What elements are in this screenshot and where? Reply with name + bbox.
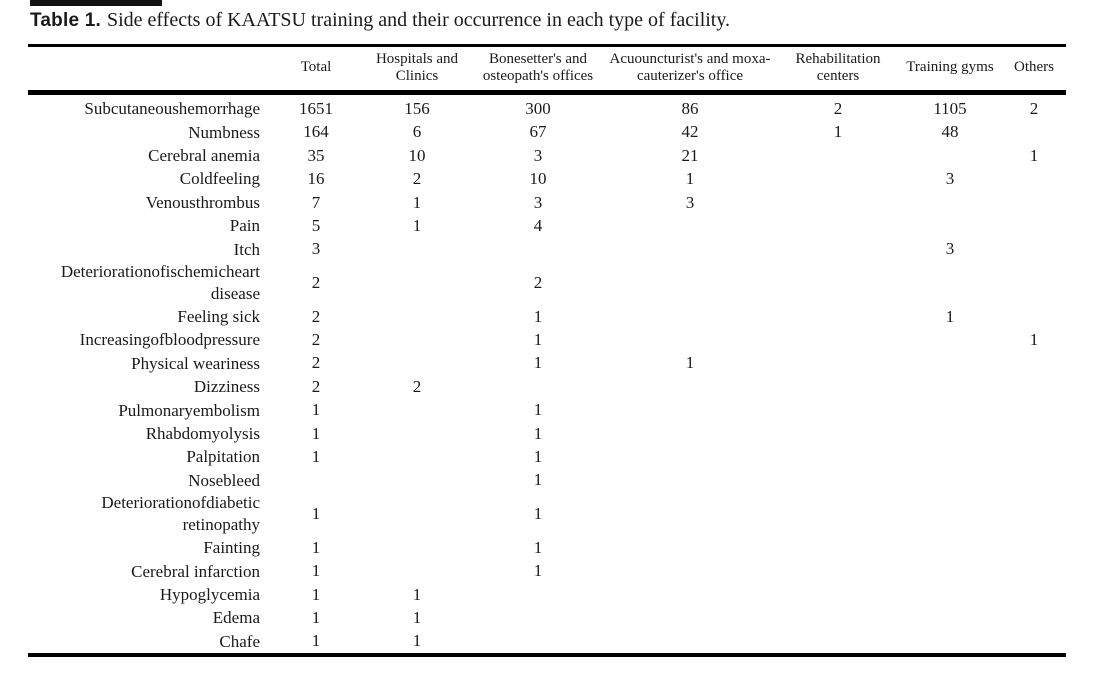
cell-bonesetters-and-osteopaths-offices: 1: [533, 306, 543, 326]
cell-bonesetters-and-osteopaths-offices: 4: [533, 215, 543, 235]
cell-training-gyms: 48: [941, 122, 959, 142]
cell-others: [1002, 536, 1066, 559]
cell-others: [1002, 492, 1066, 536]
cell-acuouncturists-and-moxa-cauterizers-office: [602, 536, 778, 559]
row-label: Fainting: [203, 538, 260, 558]
table-header: [28, 46, 1066, 93]
cell-bonesetters-and-osteopaths-offices: 1: [533, 447, 543, 467]
cell-acuouncturists-and-moxa-cauterizers-office: 3: [685, 192, 695, 212]
cell-others: [1002, 238, 1066, 261]
cell-acuouncturists-and-moxa-cauterizers-office: [602, 469, 778, 492]
table-row: [28, 583, 1066, 606]
cell-hospitals-and-clinics: [360, 305, 474, 328]
cell-training-gyms: [898, 215, 1002, 238]
cell-total: 164: [303, 122, 329, 142]
cell-others: [1002, 376, 1066, 399]
cell-training-gyms: [898, 399, 1002, 422]
cell-hospitals-and-clinics: [360, 352, 474, 375]
cell-total: 5: [311, 215, 321, 235]
table-row: [28, 168, 1066, 191]
row-label: Rhabdomyolysis: [145, 423, 260, 443]
table-row: [28, 630, 1066, 655]
cell-bonesetters-and-osteopaths-offices: 1: [533, 400, 543, 420]
cell-others: [1002, 352, 1066, 375]
column-header-rehabilitation-centers: Rehabilitation centers: [778, 46, 898, 93]
cell-rehabilitation-centers: [778, 376, 898, 399]
cell-rehabilitation-centers: [778, 583, 898, 606]
table-row: [28, 422, 1066, 445]
cell-others: [1002, 446, 1066, 469]
cell-others: 1: [1029, 145, 1039, 165]
cell-hospitals-and-clinics: [360, 238, 474, 261]
cell-others: [1002, 305, 1066, 328]
cell-acuouncturists-and-moxa-cauterizers-office: [602, 261, 778, 305]
table-row: [28, 376, 1066, 399]
cell-acuouncturists-and-moxa-cauterizers-office: [602, 215, 778, 238]
cell-rehabilitation-centers: [778, 536, 898, 559]
cell-training-gyms: 3: [945, 169, 955, 189]
table-row: [28, 469, 1066, 492]
cell-total: 2: [311, 376, 321, 396]
cell-acuouncturists-and-moxa-cauterizers-office: [602, 329, 778, 352]
cell-acuouncturists-and-moxa-cauterizers-office: 42: [681, 122, 699, 142]
cell-training-gyms: [898, 191, 1002, 214]
cell-rehabilitation-centers: [778, 399, 898, 422]
cell-training-gyms: 1: [945, 306, 955, 326]
cell-others: 1: [1029, 330, 1039, 350]
cell-bonesetters-and-osteopaths-offices: 1: [533, 353, 543, 373]
cell-training-gyms: 3: [945, 239, 955, 259]
cell-bonesetters-and-osteopaths-offices: 1: [533, 537, 543, 557]
cell-rehabilitation-centers: [778, 446, 898, 469]
row-label: Cerebral infarction: [131, 561, 260, 581]
cell-training-gyms: [898, 422, 1002, 445]
cell-bonesetters-and-osteopaths-offices: 67: [529, 122, 547, 142]
row-label: Itch: [233, 239, 260, 259]
cell-total: 7: [311, 192, 321, 212]
table-row: [28, 536, 1066, 559]
column-header-acuouncturists-and-moxa-cauterizers-office: Acuouncturist's and moxa-cauterizer's office: [602, 46, 778, 93]
cell-others: [1002, 261, 1066, 305]
cell-bonesetters-and-osteopaths-offices: [474, 238, 602, 261]
cell-acuouncturists-and-moxa-cauterizers-office: 21: [681, 145, 699, 165]
row-label: Deteriorationofdiabetic retinopathy: [101, 493, 260, 535]
cell-hospitals-and-clinics: 2: [412, 376, 422, 396]
cell-bonesetters-and-osteopaths-offices: 1: [533, 470, 543, 490]
cell-total: 1: [311, 607, 321, 627]
table-row: [28, 121, 1066, 144]
cell-rehabilitation-centers: [778, 352, 898, 375]
cell-others: [1002, 121, 1066, 144]
cell-hospitals-and-clinics: [360, 469, 474, 492]
cell-total: 1: [311, 631, 321, 651]
cell-rehabilitation-centers: [778, 238, 898, 261]
cell-hospitals-and-clinics: 156: [404, 98, 430, 118]
cell-total: 2: [311, 353, 321, 373]
cell-total: 3: [311, 239, 321, 259]
table-body: [28, 92, 1066, 655]
row-label: Dizziness: [193, 377, 260, 397]
table-row: [28, 492, 1066, 536]
cell-bonesetters-and-osteopaths-offices: [474, 583, 602, 606]
cell-bonesetters-and-osteopaths-offices: [474, 607, 602, 630]
cell-rehabilitation-centers: [778, 492, 898, 536]
table-row: [28, 144, 1066, 167]
table-row: [28, 191, 1066, 214]
cell-total: 1651: [299, 98, 333, 118]
cell-others: [1002, 422, 1066, 445]
cell-rehabilitation-centers: [778, 168, 898, 191]
cell-total: 2: [311, 306, 321, 326]
cell-others: [1002, 560, 1066, 583]
cell-hospitals-and-clinics: [360, 560, 474, 583]
cell-bonesetters-and-osteopaths-offices: [474, 376, 602, 399]
table-row: [28, 352, 1066, 375]
cell-acuouncturists-and-moxa-cauterizers-office: [602, 560, 778, 583]
cell-hospitals-and-clinics: 1: [412, 584, 422, 604]
cell-others: [1002, 168, 1066, 191]
row-label: Nosebleed: [188, 470, 260, 490]
table-row: [28, 560, 1066, 583]
table-row: [28, 261, 1066, 305]
cell-hospitals-and-clinics: 10: [408, 145, 426, 165]
cell-bonesetters-and-osteopaths-offices: 3: [533, 145, 543, 165]
cell-hospitals-and-clinics: [360, 492, 474, 536]
cell-total: 2: [311, 330, 321, 350]
row-label: Edema: [212, 608, 260, 628]
column-header-side-effect: [28, 46, 272, 93]
cell-training-gyms: [898, 261, 1002, 305]
cell-hospitals-and-clinics: 1: [412, 607, 422, 627]
cell-total: 1: [311, 561, 321, 581]
cell-bonesetters-and-osteopaths-offices: [474, 630, 602, 655]
cell-training-gyms: [898, 352, 1002, 375]
table-caption-text: Side effects of KAATSU training and their occurrence in each type of facility.: [106, 9, 731, 31]
cell-rehabilitation-centers: [778, 191, 898, 214]
cell-acuouncturists-and-moxa-cauterizers-office: [602, 607, 778, 630]
cell-acuouncturists-and-moxa-cauterizers-office: [602, 630, 778, 655]
cell-hospitals-and-clinics: [360, 329, 474, 352]
cell-acuouncturists-and-moxa-cauterizers-office: [602, 376, 778, 399]
cell-hospitals-and-clinics: 1: [412, 215, 422, 235]
cell-rehabilitation-centers: [778, 329, 898, 352]
row-label: Hypoglycemia: [159, 584, 260, 604]
cell-rehabilitation-centers: [778, 144, 898, 167]
column-header-hospitals-and-clinics: Hospitals and Clinics: [360, 46, 474, 93]
cell-rehabilitation-centers: 1: [833, 122, 843, 142]
cell-rehabilitation-centers: [778, 215, 898, 238]
table-caption-number: Table 1.: [30, 10, 101, 31]
cell-bonesetters-and-osteopaths-offices: 1: [533, 504, 543, 524]
table-row: [28, 215, 1066, 238]
cell-total: [272, 469, 360, 492]
cell-others: [1002, 399, 1066, 422]
cell-bonesetters-and-osteopaths-offices: 300: [525, 98, 551, 118]
table-row: [28, 305, 1066, 328]
row-label: Pain: [229, 216, 260, 236]
row-label: Subcutaneoushemorrhage: [84, 99, 260, 119]
cell-hospitals-and-clinics: [360, 399, 474, 422]
cell-others: [1002, 607, 1066, 630]
cell-total: 16: [307, 169, 325, 189]
cell-rehabilitation-centers: [778, 422, 898, 445]
cell-training-gyms: [898, 583, 1002, 606]
cell-total: 1: [311, 423, 321, 443]
cell-others: [1002, 469, 1066, 492]
cell-total: 1: [311, 400, 321, 420]
cell-acuouncturists-and-moxa-cauterizers-office: [602, 583, 778, 606]
cell-acuouncturists-and-moxa-cauterizers-office: [602, 305, 778, 328]
cell-training-gyms: 1105: [933, 98, 967, 118]
cell-others: [1002, 191, 1066, 214]
table-row: [28, 92, 1066, 121]
column-header-bonesetters-and-osteopaths-offices: Bonesetter's and osteopath's offices: [474, 46, 602, 93]
cell-training-gyms: [898, 446, 1002, 469]
row-label: Feeling sick: [177, 307, 260, 327]
column-header-total: Total: [272, 46, 360, 93]
row-label: Physical weariness: [131, 353, 260, 373]
cell-acuouncturists-and-moxa-cauterizers-office: [602, 446, 778, 469]
cell-rehabilitation-centers: 2: [833, 98, 843, 118]
column-header-others: Others: [1002, 46, 1066, 93]
cell-rehabilitation-centers: [778, 305, 898, 328]
row-label: Palpitation: [186, 447, 260, 467]
cell-training-gyms: [898, 607, 1002, 630]
cell-total: 35: [307, 145, 325, 165]
cell-hospitals-and-clinics: [360, 422, 474, 445]
cell-acuouncturists-and-moxa-cauterizers-office: [602, 399, 778, 422]
cell-total: 1: [311, 504, 321, 524]
cropped-rule-remnant: [30, 0, 162, 6]
cell-acuouncturists-and-moxa-cauterizers-office: 86: [681, 98, 699, 118]
cell-hospitals-and-clinics: [360, 261, 474, 305]
cell-bonesetters-and-osteopaths-offices: 1: [533, 423, 543, 443]
cell-bonesetters-and-osteopaths-offices: 10: [529, 169, 547, 189]
table-row: [28, 238, 1066, 261]
cell-hospitals-and-clinics: [360, 446, 474, 469]
table-row: [28, 607, 1066, 630]
cell-training-gyms: [898, 560, 1002, 583]
cell-others: 2: [1029, 98, 1039, 118]
table-row: [28, 399, 1066, 422]
cell-others: [1002, 630, 1066, 655]
row-label: Increasingofbloodpressure: [79, 330, 260, 350]
cell-hospitals-and-clinics: 6: [412, 122, 422, 142]
row-label: Venousthrombus: [145, 192, 260, 212]
row-label: Coldfeeling: [179, 169, 260, 189]
cell-training-gyms: [898, 329, 1002, 352]
cell-acuouncturists-and-moxa-cauterizers-office: [602, 492, 778, 536]
cell-total: 1: [311, 584, 321, 604]
cell-acuouncturists-and-moxa-cauterizers-office: [602, 238, 778, 261]
column-header-training-gyms: Training gyms: [898, 46, 1002, 93]
row-label: Deteriorationofischemicheart disease: [60, 262, 260, 304]
cell-others: [1002, 583, 1066, 606]
cell-training-gyms: [898, 536, 1002, 559]
cell-total: 1: [311, 447, 321, 467]
cell-rehabilitation-centers: [778, 630, 898, 655]
cell-rehabilitation-centers: [778, 261, 898, 305]
cell-rehabilitation-centers: [778, 469, 898, 492]
cell-others: [1002, 215, 1066, 238]
row-label: Chafe: [219, 631, 260, 651]
row-label: Cerebral anemia: [148, 146, 260, 166]
cell-hospitals-and-clinics: 2: [412, 169, 422, 189]
cell-total: 1: [311, 537, 321, 557]
header-row: [28, 46, 1066, 93]
table-row: [28, 329, 1066, 352]
cell-hospitals-and-clinics: [360, 536, 474, 559]
cell-bonesetters-and-osteopaths-offices: 1: [533, 330, 543, 350]
cell-hospitals-and-clinics: 1: [412, 192, 422, 212]
table-row: [28, 446, 1066, 469]
side-effects-table: [28, 44, 1066, 657]
row-label: Pulmonaryembolism: [118, 400, 260, 420]
cell-bonesetters-and-osteopaths-offices: 2: [533, 272, 543, 292]
cell-training-gyms: [898, 376, 1002, 399]
row-label: Numbness: [188, 122, 260, 142]
cell-total: 2: [311, 272, 321, 292]
cell-acuouncturists-and-moxa-cauterizers-office: 1: [685, 169, 695, 189]
cell-bonesetters-and-osteopaths-offices: 3: [533, 192, 543, 212]
cell-rehabilitation-centers: [778, 607, 898, 630]
table-caption: [30, 9, 730, 32]
cell-training-gyms: [898, 469, 1002, 492]
cell-acuouncturists-and-moxa-cauterizers-office: 1: [685, 353, 695, 373]
cell-training-gyms: [898, 630, 1002, 655]
cell-rehabilitation-centers: [778, 560, 898, 583]
cell-acuouncturists-and-moxa-cauterizers-office: [602, 422, 778, 445]
cell-bonesetters-and-osteopaths-offices: 1: [533, 561, 543, 581]
cell-hospitals-and-clinics: 1: [412, 631, 422, 651]
cell-training-gyms: [898, 144, 1002, 167]
cell-training-gyms: [898, 492, 1002, 536]
